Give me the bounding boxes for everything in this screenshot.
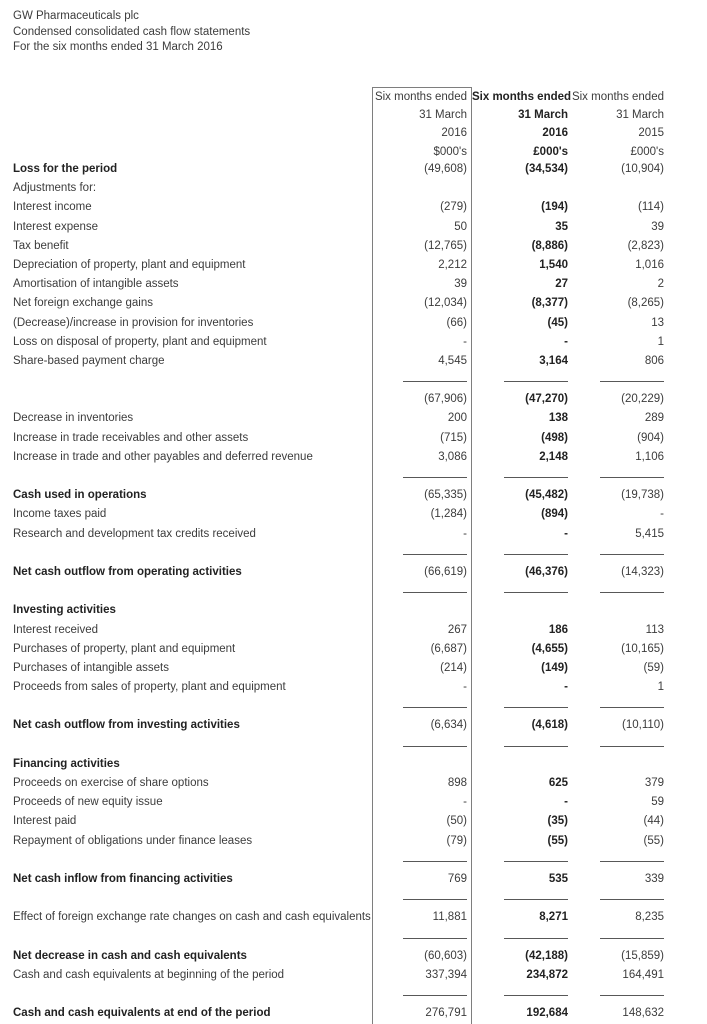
total-rule-line — [600, 746, 664, 747]
row-value-col1: 50 — [454, 220, 467, 233]
total-rule-line — [504, 746, 568, 747]
table-row — [0, 294, 668, 313]
row-value-col1: 898 — [447, 777, 467, 789]
row-value-col2: 625 — [548, 777, 568, 789]
total-rule-row — [0, 697, 668, 716]
row-label: Effect of foreign exchange rate changes on cash and cash equivalents — [13, 911, 371, 924]
column-header-usd-2016 — [372, 87, 472, 161]
row-label: Interest expense — [13, 220, 99, 233]
table-row — [0, 448, 668, 467]
row-label: Adjustments for: — [13, 182, 97, 195]
row-label: Purchases of intangible assets — [13, 661, 169, 674]
row-value-col3 — [570, 467, 668, 486]
row-value-col1: 267 — [447, 623, 467, 636]
row-value-col2 — [472, 179, 570, 198]
row-value-col3: - — [660, 508, 664, 521]
table-row — [0, 275, 668, 294]
table-row — [0, 198, 668, 217]
table-row — [0, 966, 668, 985]
row-value-col1: (12,765) — [424, 239, 467, 252]
total-rule-line — [504, 938, 568, 939]
row-value-col3: 113 — [645, 623, 664, 636]
row-label: Loss for the period — [13, 163, 118, 175]
table-row — [0, 601, 668, 620]
row-value-col2: 192,684 — [526, 1007, 568, 1020]
total-rule-line — [600, 707, 664, 708]
row-value-col1: 276,791 — [425, 1007, 467, 1020]
total-rule-row — [0, 582, 668, 601]
row-value-col1 — [372, 851, 472, 870]
row-value-col3 — [570, 985, 668, 1004]
column-header-line: £000's — [533, 145, 568, 158]
row-value-col2: (8,377) — [531, 297, 568, 310]
row-value-col2: - — [564, 335, 568, 348]
row-label: Interest received — [13, 623, 99, 636]
total-rule-line — [403, 381, 467, 382]
total-rule-row — [0, 985, 668, 1004]
total-rule-line — [504, 554, 568, 555]
row-label: Proceeds of new equity issue — [13, 796, 163, 809]
row-value-col2: 234,872 — [526, 968, 568, 981]
table-row — [0, 621, 668, 640]
header-label-spacer — [0, 87, 372, 161]
column-header-gbp-2015 — [570, 87, 668, 161]
row-value-col1: 3,086 — [438, 450, 467, 463]
row-label — [0, 467, 372, 486]
row-value-col2: - — [564, 527, 568, 540]
row-value-col1 — [372, 582, 472, 601]
row-label: Tax benefit — [13, 239, 69, 252]
row-value-col1: (79) — [446, 834, 467, 847]
row-value-col1: (66,619) — [424, 565, 467, 578]
row-value-col3: (44) — [643, 815, 664, 828]
row-value-col3 — [570, 179, 668, 198]
row-value-col2: (35) — [547, 815, 568, 828]
table-row — [0, 947, 668, 966]
row-value-col2: (42,188) — [525, 949, 568, 962]
row-value-col1: (12,034) — [424, 297, 467, 310]
row-value-col3 — [570, 755, 668, 774]
row-value-col1: (66) — [446, 316, 467, 329]
row-value-col1: 2,212 — [438, 258, 467, 271]
row-value-col2: (46,376) — [525, 565, 568, 578]
table-row — [0, 832, 668, 851]
row-label: Amortisation of intangible assets — [13, 278, 179, 291]
row-label — [0, 851, 372, 870]
row-value-col2: 1,540 — [539, 258, 568, 271]
column-header-line: Six months ended — [374, 91, 467, 103]
row-label — [0, 371, 372, 390]
row-value-col1: - — [463, 527, 467, 540]
row-value-col3 — [570, 371, 668, 390]
row-value-col2: (4,655) — [531, 642, 568, 655]
row-value-col1: 4,545 — [438, 354, 467, 367]
row-value-col2 — [472, 697, 570, 716]
row-label: Net cash outflow from operating activities — [13, 565, 242, 578]
row-value-col1 — [372, 179, 472, 198]
table-row — [0, 429, 668, 448]
total-rule-line — [504, 861, 568, 862]
row-value-col3: (10,110) — [622, 719, 664, 732]
row-label — [0, 544, 372, 563]
row-value-col1: (1,284) — [430, 508, 467, 521]
table-row — [0, 256, 668, 275]
table-row — [0, 314, 668, 333]
row-value-col2: 138 — [548, 412, 568, 425]
table-row — [0, 390, 668, 409]
total-rule-line — [504, 899, 568, 900]
row-label: Cash and cash equivalents at beginning of the period — [13, 968, 285, 981]
total-rule-line — [504, 381, 568, 382]
total-rule-row — [0, 736, 668, 755]
total-rule-row — [0, 851, 668, 870]
row-value-col2 — [472, 582, 570, 601]
row-label: Research and development tax credits received — [13, 527, 256, 540]
row-label: Purchases of property, plant and equipment — [13, 642, 236, 655]
row-value-col2 — [472, 736, 570, 755]
total-rule-line — [403, 861, 467, 862]
total-rule-line — [504, 477, 568, 478]
row-label — [0, 390, 372, 409]
row-value-col1: (715) — [440, 431, 467, 444]
column-header-gbp-2016 — [472, 87, 570, 161]
row-value-col1 — [372, 544, 472, 563]
row-label — [0, 985, 372, 1004]
row-value-col3: 5,415 — [635, 527, 664, 540]
cashflow-table — [0, 87, 668, 1023]
row-value-col1: (65,335) — [424, 489, 467, 502]
table-row — [0, 179, 668, 198]
row-value-col3: 339 — [644, 872, 664, 885]
row-value-col1: (67,906) — [424, 393, 467, 406]
table-row — [0, 870, 668, 889]
statement-title: Condensed consolidated cash flow statements — [13, 25, 251, 38]
total-rule-line — [600, 592, 664, 593]
row-label: Decrease in inventories — [13, 412, 134, 425]
row-value-col1 — [372, 755, 472, 774]
total-rule-line — [403, 938, 467, 939]
row-value-col3: (19,738) — [621, 489, 664, 502]
total-rule-line — [600, 899, 664, 900]
column-header-line: £000's — [630, 145, 664, 158]
total-rule-line — [403, 477, 467, 478]
row-label: Loss on disposal of property, plant and equipment — [13, 335, 267, 348]
row-value-col1: - — [463, 335, 467, 348]
row-value-col2: (47,270) — [525, 393, 568, 406]
total-rule-line — [600, 477, 664, 478]
row-value-col3 — [570, 736, 668, 755]
column-header-line: 31 March — [419, 109, 467, 122]
row-value-col3: 1 — [657, 335, 664, 348]
row-value-col2: 186 — [548, 623, 568, 636]
row-value-col1 — [372, 889, 472, 908]
column-header-line: 2016 — [441, 127, 467, 140]
total-rule-line — [600, 861, 664, 862]
row-label: Net foreign exchange gains — [13, 297, 154, 310]
row-value-col1: 337,394 — [425, 968, 467, 981]
row-label: Net cash outflow from investing activities — [13, 719, 240, 732]
row-value-col1 — [372, 985, 472, 1004]
row-value-col3: 13 — [651, 316, 664, 329]
row-value-col3: (904) — [637, 431, 664, 444]
row-value-col2 — [472, 985, 570, 1004]
row-label — [0, 582, 372, 601]
row-value-col3: (114) — [638, 201, 664, 214]
row-label: Proceeds on exercise of share options — [13, 777, 209, 789]
row-value-col2: (149) — [541, 661, 568, 674]
row-value-col3: (15,859) — [621, 949, 664, 962]
row-value-col3: 2 — [657, 278, 664, 291]
table-row — [0, 218, 668, 237]
row-value-col2: 3,164 — [539, 354, 568, 367]
column-header-line: Six months ended — [571, 91, 664, 103]
row-value-col1 — [372, 371, 472, 390]
row-value-col1: (279) — [440, 201, 467, 214]
row-value-col3: 8,235 — [635, 911, 664, 924]
row-value-col3: 59 — [651, 796, 664, 809]
row-value-col1: (6,687) — [430, 642, 467, 655]
row-value-col2: (4,618) — [531, 719, 568, 732]
row-label: Proceeds from sales of property, plant and equipment — [13, 681, 286, 694]
column-header-line: 2015 — [638, 127, 664, 140]
total-rule-row — [0, 889, 668, 908]
row-value-col2: (55) — [547, 834, 568, 847]
row-value-col3: 289 — [644, 412, 664, 425]
row-value-col1: (49,608) — [424, 163, 467, 175]
row-label: Cash and cash equivalents at end of the period — [13, 1007, 271, 1020]
row-label: Net cash inflow from financing activities — [13, 872, 233, 885]
row-label: Net decrease in cash and cash equivalents — [13, 949, 247, 962]
table-header-row — [0, 87, 668, 160]
row-value-col1: 11,881 — [432, 911, 467, 924]
row-label: Income taxes paid — [13, 508, 107, 521]
row-value-col1: 39 — [454, 278, 467, 291]
total-rule-line — [403, 995, 467, 996]
row-value-col2 — [472, 928, 570, 947]
row-value-col3: (59) — [643, 661, 664, 674]
row-value-col2: - — [564, 796, 568, 809]
total-rule-line — [403, 746, 467, 747]
row-label: Increase in trade and other payables and deferred revenue — [13, 450, 313, 463]
row-label: Financing activities — [13, 757, 120, 770]
row-value-col3: 379 — [644, 777, 664, 789]
column-header-line: 2016 — [542, 127, 568, 140]
row-label: Interest income — [13, 201, 92, 214]
row-value-col1 — [372, 467, 472, 486]
row-value-col2 — [472, 755, 570, 774]
column-header-line: 31 March — [616, 109, 664, 122]
table-row — [0, 160, 668, 179]
total-rule-row — [0, 544, 668, 563]
total-rule-line — [504, 592, 568, 593]
row-label: Depreciation of property, plant and equipment — [13, 258, 246, 271]
column-header-line: Six months ended — [472, 91, 572, 103]
row-value-col2 — [472, 467, 570, 486]
table-row — [0, 716, 668, 735]
row-value-col2: (8,886) — [531, 239, 568, 252]
company-name: GW Pharmaceuticals plc — [13, 10, 139, 22]
row-value-col3: 806 — [644, 354, 664, 367]
row-value-col3: (10,165) — [621, 642, 664, 655]
row-value-col2: (894) — [541, 508, 568, 521]
row-value-col1: 200 — [447, 412, 467, 425]
row-value-col1 — [372, 928, 472, 947]
row-label — [0, 697, 372, 716]
table-row — [0, 352, 668, 371]
row-label — [0, 889, 372, 908]
document-header — [13, 9, 250, 56]
row-label: Cash used in operations — [13, 489, 147, 502]
row-label: Increase in trade receivables and other assets — [13, 431, 249, 444]
total-rule-row — [0, 928, 668, 947]
total-rule-line — [600, 381, 664, 382]
table-row — [0, 409, 668, 428]
row-value-col2: 27 — [555, 278, 568, 291]
row-value-col1 — [372, 736, 472, 755]
table-row — [0, 755, 668, 774]
row-value-col3: (55) — [643, 834, 664, 847]
row-value-col2: 8,271 — [539, 911, 568, 924]
row-value-col2: - — [564, 681, 568, 694]
total-rule-row — [0, 467, 668, 486]
table-row — [0, 640, 668, 659]
row-value-col3 — [570, 889, 668, 908]
cashflow-table-body — [0, 160, 668, 1023]
table-row — [0, 1004, 668, 1023]
row-value-col3: (10,904) — [621, 163, 664, 175]
total-rule-line — [403, 707, 467, 708]
row-value-col3: (20,229) — [621, 393, 664, 406]
row-label: Interest paid — [13, 815, 77, 828]
total-rule-line — [403, 554, 467, 555]
total-rule-row — [0, 371, 668, 390]
total-rule-line — [403, 592, 467, 593]
row-label: Repayment of obligations under finance leases — [13, 834, 253, 847]
table-row — [0, 486, 668, 505]
column-header-line: 31 March — [518, 109, 568, 122]
row-value-col2: (45) — [547, 316, 568, 329]
table-row — [0, 333, 668, 352]
table-row — [0, 563, 668, 582]
table-row — [0, 774, 668, 793]
table-row — [0, 237, 668, 256]
table-row — [0, 793, 668, 812]
row-value-col2: (45,482) — [525, 489, 568, 502]
row-value-col3: (2,823) — [627, 239, 664, 252]
table-row — [0, 525, 668, 544]
table-row — [0, 812, 668, 831]
row-value-col2 — [472, 544, 570, 563]
row-value-col3: 1,016 — [635, 258, 664, 271]
total-rule-line — [600, 938, 664, 939]
total-rule-line — [403, 899, 467, 900]
row-value-col1: 769 — [447, 872, 467, 885]
row-value-col3: 148,632 — [622, 1007, 664, 1020]
row-value-col2 — [472, 601, 570, 620]
row-value-col3 — [570, 544, 668, 563]
row-value-col1: (6,634) — [430, 719, 467, 732]
table-row — [0, 659, 668, 678]
row-value-col3: (14,323) — [621, 565, 664, 578]
row-value-col3 — [570, 697, 668, 716]
row-value-col1: (50) — [446, 815, 467, 828]
total-rule-line — [600, 554, 664, 555]
row-value-col2: (194) — [541, 201, 568, 214]
row-value-col2: 2,148 — [539, 450, 568, 463]
row-value-col1 — [372, 697, 472, 716]
row-label — [0, 736, 372, 755]
row-value-col1: - — [463, 796, 467, 809]
table-row — [0, 678, 668, 697]
row-value-col3: 164,491 — [622, 968, 664, 981]
total-rule-line — [504, 707, 568, 708]
row-label: Investing activities — [13, 604, 116, 617]
row-label: (Decrease)/increase in provision for inventories — [13, 316, 254, 329]
table-row — [0, 908, 668, 927]
row-value-col3: 1 — [657, 681, 664, 694]
row-value-col2: 35 — [555, 220, 568, 233]
row-label: Share-based payment charge — [13, 354, 165, 367]
row-value-col2: (498) — [541, 431, 568, 444]
row-value-col3 — [570, 582, 668, 601]
row-value-col1 — [372, 601, 472, 620]
row-value-col2: 535 — [548, 872, 568, 885]
row-value-col1: (214) — [440, 661, 467, 674]
row-label — [0, 928, 372, 947]
table-row — [0, 505, 668, 524]
row-value-col2 — [472, 371, 570, 390]
row-value-col1: - — [463, 681, 467, 694]
total-rule-line — [600, 995, 664, 996]
row-value-col3 — [570, 851, 668, 870]
row-value-col2 — [472, 851, 570, 870]
row-value-col3: 1,106 — [635, 450, 664, 463]
row-value-col3 — [570, 928, 668, 947]
row-value-col2: (34,534) — [525, 163, 568, 175]
total-rule-line — [504, 995, 568, 996]
period-subtitle: For the six months ended 31 March 2016 — [13, 41, 223, 53]
row-value-col3: (8,265) — [627, 297, 664, 310]
row-value-col2 — [472, 889, 570, 908]
row-value-col3 — [570, 601, 668, 620]
column-header-line: $000's — [433, 145, 467, 158]
row-value-col1: (60,603) — [424, 949, 467, 962]
row-value-col3: 39 — [651, 220, 664, 233]
